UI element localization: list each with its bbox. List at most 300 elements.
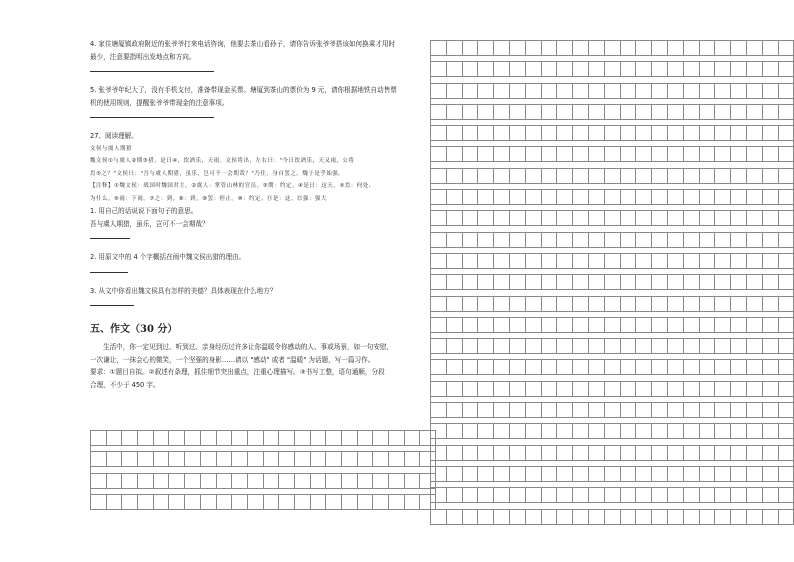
grid-cell[interactable] bbox=[447, 275, 463, 290]
grid-cell[interactable] bbox=[463, 424, 479, 439]
grid-cell[interactable] bbox=[373, 452, 389, 467]
grid-cell[interactable] bbox=[605, 254, 621, 269]
grid-cell[interactable] bbox=[731, 467, 747, 482]
grid-cell[interactable] bbox=[326, 431, 342, 446]
grid-cell[interactable] bbox=[542, 424, 558, 439]
grid-cell[interactable] bbox=[636, 126, 652, 141]
grid-cell[interactable] bbox=[573, 147, 589, 162]
grid-cell[interactable] bbox=[122, 431, 138, 446]
grid-cell[interactable] bbox=[779, 403, 794, 418]
grid-cell[interactable] bbox=[731, 403, 747, 418]
grid-cell[interactable] bbox=[652, 84, 668, 99]
grid-cell[interactable] bbox=[373, 474, 389, 489]
grid-cell[interactable] bbox=[447, 84, 463, 99]
grid-cell[interactable] bbox=[447, 126, 463, 141]
grid-cell[interactable] bbox=[700, 318, 716, 333]
grid-cell[interactable] bbox=[684, 41, 700, 56]
grid-cell[interactable] bbox=[264, 452, 280, 467]
grid-cell[interactable] bbox=[405, 495, 421, 510]
grid-cell[interactable] bbox=[185, 431, 201, 446]
grid-cell[interactable] bbox=[573, 254, 589, 269]
grid-cell[interactable] bbox=[636, 510, 652, 525]
grid-cell[interactable] bbox=[731, 211, 747, 226]
grid-cell[interactable] bbox=[526, 233, 542, 248]
grid-cell[interactable] bbox=[557, 62, 573, 77]
grid-cell[interactable] bbox=[478, 190, 494, 205]
grid-cell[interactable] bbox=[652, 275, 668, 290]
grid-cell[interactable] bbox=[248, 452, 264, 467]
grid-cell[interactable] bbox=[557, 318, 573, 333]
grid-cell[interactable] bbox=[185, 495, 201, 510]
grid-cell[interactable] bbox=[557, 126, 573, 141]
grid-cell[interactable] bbox=[668, 211, 684, 226]
grid-cell[interactable] bbox=[605, 84, 621, 99]
grid-cell[interactable] bbox=[431, 147, 447, 162]
grid-cell[interactable] bbox=[621, 254, 637, 269]
grid-cell[interactable] bbox=[91, 474, 107, 489]
grid-cell[interactable] bbox=[636, 424, 652, 439]
grid-cell[interactable] bbox=[747, 467, 763, 482]
grid-cell[interactable] bbox=[668, 467, 684, 482]
grid-cell[interactable] bbox=[684, 105, 700, 120]
grid-cell[interactable] bbox=[264, 495, 280, 510]
grid-cell[interactable] bbox=[526, 424, 542, 439]
grid-cell[interactable] bbox=[668, 254, 684, 269]
grid-cell[interactable] bbox=[463, 403, 479, 418]
grid-cell[interactable] bbox=[763, 105, 779, 120]
grid-cell[interactable] bbox=[494, 467, 510, 482]
grid-cell[interactable] bbox=[731, 318, 747, 333]
grid-cell[interactable] bbox=[684, 467, 700, 482]
grid-cell[interactable] bbox=[668, 233, 684, 248]
grid-cell[interactable] bbox=[478, 275, 494, 290]
grid-cell[interactable] bbox=[684, 403, 700, 418]
grid-cell[interactable] bbox=[652, 488, 668, 503]
grid-cell[interactable] bbox=[605, 41, 621, 56]
grid-cell[interactable] bbox=[478, 41, 494, 56]
grid-cell[interactable] bbox=[779, 297, 794, 312]
grid-cell[interactable] bbox=[652, 41, 668, 56]
grid-cell[interactable] bbox=[668, 446, 684, 461]
grid-cell[interactable] bbox=[700, 147, 716, 162]
grid-cell[interactable] bbox=[573, 105, 589, 120]
grid-cell[interactable] bbox=[169, 495, 185, 510]
grid-cell[interactable] bbox=[463, 446, 479, 461]
grid-cell[interactable] bbox=[684, 254, 700, 269]
grid-cell[interactable] bbox=[589, 339, 605, 354]
grid-cell[interactable] bbox=[557, 190, 573, 205]
grid-cell[interactable] bbox=[700, 446, 716, 461]
grid-cell[interactable] bbox=[684, 488, 700, 503]
grid-cell[interactable] bbox=[684, 446, 700, 461]
grid-cell[interactable] bbox=[431, 254, 447, 269]
grid-cell[interactable] bbox=[636, 254, 652, 269]
grid-cell[interactable] bbox=[715, 105, 731, 120]
grid-cell[interactable] bbox=[731, 382, 747, 397]
grid-cell[interactable] bbox=[248, 495, 264, 510]
grid-cell[interactable] bbox=[605, 360, 621, 375]
grid-cell[interactable] bbox=[636, 84, 652, 99]
grid-cell[interactable] bbox=[621, 275, 637, 290]
grid-cell[interactable] bbox=[636, 360, 652, 375]
grid-cell[interactable] bbox=[684, 62, 700, 77]
grid-cell[interactable] bbox=[636, 62, 652, 77]
grid-cell[interactable] bbox=[447, 510, 463, 525]
grid-cell[interactable] bbox=[542, 190, 558, 205]
grid-cell[interactable] bbox=[463, 360, 479, 375]
grid-cell[interactable] bbox=[621, 403, 637, 418]
grid-cell[interactable] bbox=[478, 233, 494, 248]
grid-cell[interactable] bbox=[621, 382, 637, 397]
grid-cell[interactable] bbox=[420, 495, 436, 510]
grid-cell[interactable] bbox=[668, 297, 684, 312]
grid-cell[interactable] bbox=[185, 452, 201, 467]
grid-cell[interactable] bbox=[573, 211, 589, 226]
grid-cell[interactable] bbox=[526, 360, 542, 375]
grid-cell[interactable] bbox=[605, 297, 621, 312]
grid-cell[interactable] bbox=[573, 403, 589, 418]
grid-cell[interactable] bbox=[573, 297, 589, 312]
grid-cell[interactable] bbox=[779, 318, 794, 333]
grid-cell[interactable] bbox=[373, 431, 389, 446]
grid-cell[interactable] bbox=[478, 62, 494, 77]
grid-cell[interactable] bbox=[217, 495, 233, 510]
grid-cell[interactable] bbox=[557, 382, 573, 397]
grid-cell[interactable] bbox=[494, 62, 510, 77]
grid-cell[interactable] bbox=[526, 126, 542, 141]
grid-cell[interactable] bbox=[494, 339, 510, 354]
grid-cell[interactable] bbox=[589, 318, 605, 333]
grid-cell[interactable] bbox=[731, 62, 747, 77]
grid-cell[interactable] bbox=[510, 446, 526, 461]
grid-cell[interactable] bbox=[122, 474, 138, 489]
grid-cell[interactable] bbox=[557, 446, 573, 461]
grid-cell[interactable] bbox=[248, 431, 264, 446]
grid-cell[interactable] bbox=[526, 297, 542, 312]
grid-cell[interactable] bbox=[431, 41, 447, 56]
grid-cell[interactable] bbox=[605, 275, 621, 290]
grid-cell[interactable] bbox=[573, 275, 589, 290]
grid-cell[interactable] bbox=[91, 431, 107, 446]
grid-cell[interactable] bbox=[779, 254, 794, 269]
grid-cell[interactable] bbox=[478, 254, 494, 269]
grid-cell[interactable] bbox=[731, 297, 747, 312]
grid-cell[interactable] bbox=[264, 474, 280, 489]
grid-cell[interactable] bbox=[731, 254, 747, 269]
grid-cell[interactable] bbox=[463, 233, 479, 248]
grid-cell[interactable] bbox=[684, 275, 700, 290]
grid-cell[interactable] bbox=[779, 190, 794, 205]
grid-cell[interactable] bbox=[494, 169, 510, 184]
grid-cell[interactable] bbox=[279, 495, 295, 510]
grid-cell[interactable] bbox=[311, 474, 327, 489]
grid-cell[interactable] bbox=[431, 233, 447, 248]
grid-cell[interactable] bbox=[668, 339, 684, 354]
grid-cell[interactable] bbox=[636, 41, 652, 56]
grid-cell[interactable] bbox=[779, 147, 794, 162]
grid-cell[interactable] bbox=[295, 452, 311, 467]
grid-cell[interactable] bbox=[431, 84, 447, 99]
grid-cell[interactable] bbox=[700, 382, 716, 397]
grid-cell[interactable] bbox=[557, 254, 573, 269]
grid-cell[interactable] bbox=[542, 403, 558, 418]
grid-cell[interactable] bbox=[700, 233, 716, 248]
grid-cell[interactable] bbox=[557, 147, 573, 162]
grid-cell[interactable] bbox=[405, 452, 421, 467]
grid-cell[interactable] bbox=[715, 488, 731, 503]
grid-cell[interactable] bbox=[731, 190, 747, 205]
grid-cell[interactable] bbox=[763, 233, 779, 248]
grid-cell[interactable] bbox=[420, 431, 436, 446]
grid-cell[interactable] bbox=[526, 211, 542, 226]
grid-cell[interactable] bbox=[557, 233, 573, 248]
grid-cell[interactable] bbox=[463, 147, 479, 162]
grid-cell[interactable] bbox=[526, 105, 542, 120]
grid-cell[interactable] bbox=[700, 211, 716, 226]
grid-cell[interactable] bbox=[763, 382, 779, 397]
grid-cell[interactable] bbox=[589, 446, 605, 461]
grid-cell[interactable] bbox=[700, 467, 716, 482]
grid-cell[interactable] bbox=[589, 360, 605, 375]
grid-cell[interactable] bbox=[589, 382, 605, 397]
grid-cell[interactable] bbox=[431, 211, 447, 226]
grid-cell[interactable] bbox=[279, 474, 295, 489]
grid-cell[interactable] bbox=[700, 424, 716, 439]
grid-cell[interactable] bbox=[542, 105, 558, 120]
grid-cell[interactable] bbox=[478, 403, 494, 418]
grid-cell[interactable] bbox=[747, 424, 763, 439]
grid-cell[interactable] bbox=[542, 169, 558, 184]
answer-line-sub2[interactable] bbox=[90, 272, 128, 273]
grid-cell[interactable] bbox=[700, 126, 716, 141]
grid-cell[interactable] bbox=[636, 169, 652, 184]
grid-cell[interactable] bbox=[217, 474, 233, 489]
grid-cell[interactable] bbox=[311, 431, 327, 446]
grid-cell[interactable] bbox=[510, 126, 526, 141]
grid-cell[interactable] bbox=[494, 105, 510, 120]
grid-cell[interactable] bbox=[526, 254, 542, 269]
grid-cell[interactable] bbox=[636, 382, 652, 397]
grid-cell[interactable] bbox=[573, 488, 589, 503]
grid-cell[interactable] bbox=[431, 339, 447, 354]
grid-cell[interactable] bbox=[510, 147, 526, 162]
grid-cell[interactable] bbox=[621, 510, 637, 525]
grid-cell[interactable] bbox=[684, 339, 700, 354]
grid-cell[interactable] bbox=[636, 190, 652, 205]
grid-cell[interactable] bbox=[557, 105, 573, 120]
grid-cell[interactable] bbox=[747, 382, 763, 397]
grid-cell[interactable] bbox=[557, 275, 573, 290]
grid-cell[interactable] bbox=[478, 360, 494, 375]
grid-cell[interactable] bbox=[684, 169, 700, 184]
answer-line-5[interactable] bbox=[90, 117, 214, 118]
grid-cell[interactable] bbox=[463, 382, 479, 397]
grid-cell[interactable] bbox=[747, 339, 763, 354]
grid-cell[interactable] bbox=[747, 446, 763, 461]
grid-cell[interactable] bbox=[747, 62, 763, 77]
grid-cell[interactable] bbox=[463, 254, 479, 269]
grid-cell[interactable] bbox=[573, 510, 589, 525]
grid-cell[interactable] bbox=[763, 467, 779, 482]
grid-cell[interactable] bbox=[668, 403, 684, 418]
grid-cell[interactable] bbox=[431, 62, 447, 77]
grid-cell[interactable] bbox=[763, 403, 779, 418]
grid-cell[interactable] bbox=[621, 190, 637, 205]
grid-cell[interactable] bbox=[542, 510, 558, 525]
grid-cell[interactable] bbox=[494, 147, 510, 162]
grid-cell[interactable] bbox=[589, 510, 605, 525]
grid-cell[interactable] bbox=[447, 254, 463, 269]
grid-cell[interactable] bbox=[779, 360, 794, 375]
grid-cell[interactable] bbox=[494, 318, 510, 333]
grid-cell[interactable] bbox=[494, 275, 510, 290]
grid-cell[interactable] bbox=[668, 41, 684, 56]
grid-cell[interactable] bbox=[358, 431, 374, 446]
grid-cell[interactable] bbox=[715, 382, 731, 397]
grid-cell[interactable] bbox=[510, 318, 526, 333]
grid-cell[interactable] bbox=[463, 488, 479, 503]
grid-cell[interactable] bbox=[478, 488, 494, 503]
grid-cell[interactable] bbox=[700, 403, 716, 418]
grid-cell[interactable] bbox=[731, 424, 747, 439]
grid-cell[interactable] bbox=[510, 403, 526, 418]
grid-cell[interactable] bbox=[652, 318, 668, 333]
grid-cell[interactable] bbox=[731, 446, 747, 461]
grid-cell[interactable] bbox=[431, 318, 447, 333]
grid-cell[interactable] bbox=[478, 339, 494, 354]
grid-cell[interactable] bbox=[779, 41, 794, 56]
grid-cell[interactable] bbox=[573, 318, 589, 333]
grid-cell[interactable] bbox=[373, 495, 389, 510]
grid-cell[interactable] bbox=[478, 169, 494, 184]
grid-cell[interactable] bbox=[747, 318, 763, 333]
grid-cell[interactable] bbox=[526, 403, 542, 418]
grid-cell[interactable] bbox=[668, 147, 684, 162]
grid-cell[interactable] bbox=[557, 510, 573, 525]
grid-cell[interactable] bbox=[526, 275, 542, 290]
grid-cell[interactable] bbox=[107, 452, 123, 467]
grid-cell[interactable] bbox=[431, 105, 447, 120]
grid-cell[interactable] bbox=[621, 147, 637, 162]
grid-cell[interactable] bbox=[154, 452, 170, 467]
grid-cell[interactable] bbox=[684, 126, 700, 141]
grid-cell[interactable] bbox=[715, 211, 731, 226]
grid-cell[interactable] bbox=[557, 339, 573, 354]
grid-cell[interactable] bbox=[763, 360, 779, 375]
grid-cell[interactable] bbox=[684, 382, 700, 397]
grid-cell[interactable] bbox=[431, 169, 447, 184]
grid-cell[interactable] bbox=[542, 318, 558, 333]
grid-cell[interactable] bbox=[463, 169, 479, 184]
grid-cell[interactable] bbox=[447, 297, 463, 312]
grid-cell[interactable] bbox=[405, 431, 421, 446]
grid-cell[interactable] bbox=[684, 297, 700, 312]
grid-cell[interactable] bbox=[605, 190, 621, 205]
grid-cell[interactable] bbox=[542, 126, 558, 141]
grid-cell[interactable] bbox=[589, 403, 605, 418]
grid-cell[interactable] bbox=[668, 488, 684, 503]
grid-cell[interactable] bbox=[494, 126, 510, 141]
grid-cell[interactable] bbox=[652, 297, 668, 312]
grid-cell[interactable] bbox=[557, 41, 573, 56]
grid-cell[interactable] bbox=[232, 474, 248, 489]
grid-cell[interactable] bbox=[510, 41, 526, 56]
grid-cell[interactable] bbox=[169, 474, 185, 489]
grid-cell[interactable] bbox=[763, 84, 779, 99]
grid-cell[interactable] bbox=[557, 360, 573, 375]
answer-line-sub3[interactable] bbox=[90, 305, 134, 306]
grid-cell[interactable] bbox=[463, 105, 479, 120]
grid-cell[interactable] bbox=[779, 382, 794, 397]
grid-cell[interactable] bbox=[526, 488, 542, 503]
grid-cell[interactable] bbox=[747, 233, 763, 248]
grid-cell[interactable] bbox=[154, 431, 170, 446]
grid-cell[interactable] bbox=[526, 467, 542, 482]
grid-cell[interactable] bbox=[731, 360, 747, 375]
grid-cell[interactable] bbox=[747, 105, 763, 120]
grid-cell[interactable] bbox=[447, 488, 463, 503]
grid-cell[interactable] bbox=[279, 431, 295, 446]
grid-cell[interactable] bbox=[621, 424, 637, 439]
grid-cell[interactable] bbox=[510, 467, 526, 482]
grid-cell[interactable] bbox=[715, 62, 731, 77]
grid-cell[interactable] bbox=[494, 84, 510, 99]
grid-cell[interactable] bbox=[185, 474, 201, 489]
grid-cell[interactable] bbox=[107, 431, 123, 446]
grid-cell[interactable] bbox=[779, 467, 794, 482]
grid-cell[interactable] bbox=[715, 169, 731, 184]
grid-cell[interactable] bbox=[763, 147, 779, 162]
grid-cell[interactable] bbox=[478, 382, 494, 397]
grid-cell[interactable] bbox=[747, 275, 763, 290]
grid-cell[interactable] bbox=[700, 360, 716, 375]
grid-cell[interactable] bbox=[621, 84, 637, 99]
grid-cell[interactable] bbox=[684, 190, 700, 205]
grid-cell[interactable] bbox=[463, 467, 479, 482]
grid-cell[interactable] bbox=[478, 105, 494, 120]
grid-cell[interactable] bbox=[652, 339, 668, 354]
grid-cell[interactable] bbox=[510, 211, 526, 226]
grid-cell[interactable] bbox=[526, 510, 542, 525]
grid-cell[interactable] bbox=[779, 424, 794, 439]
grid-cell[interactable] bbox=[342, 431, 358, 446]
grid-cell[interactable] bbox=[589, 211, 605, 226]
grid-cell[interactable] bbox=[731, 84, 747, 99]
grid-cell[interactable] bbox=[605, 382, 621, 397]
grid-cell[interactable] bbox=[668, 126, 684, 141]
grid-cell[interactable] bbox=[526, 339, 542, 354]
grid-cell[interactable] bbox=[557, 467, 573, 482]
composition-grid-bottom[interactable] bbox=[90, 430, 436, 510]
grid-cell[interactable] bbox=[605, 62, 621, 77]
grid-cell[interactable] bbox=[605, 233, 621, 248]
grid-cell[interactable] bbox=[573, 169, 589, 184]
grid-cell[interactable] bbox=[526, 446, 542, 461]
grid-cell[interactable] bbox=[478, 424, 494, 439]
grid-cell[interactable] bbox=[589, 297, 605, 312]
grid-cell[interactable] bbox=[621, 41, 637, 56]
grid-cell[interactable] bbox=[91, 495, 107, 510]
grid-cell[interactable] bbox=[715, 446, 731, 461]
grid-cell[interactable] bbox=[420, 474, 436, 489]
grid-cell[interactable] bbox=[326, 495, 342, 510]
grid-cell[interactable] bbox=[700, 297, 716, 312]
grid-cell[interactable] bbox=[700, 275, 716, 290]
grid-cell[interactable] bbox=[715, 403, 731, 418]
grid-cell[interactable] bbox=[478, 211, 494, 226]
grid-cell[interactable] bbox=[494, 360, 510, 375]
grid-cell[interactable] bbox=[542, 339, 558, 354]
